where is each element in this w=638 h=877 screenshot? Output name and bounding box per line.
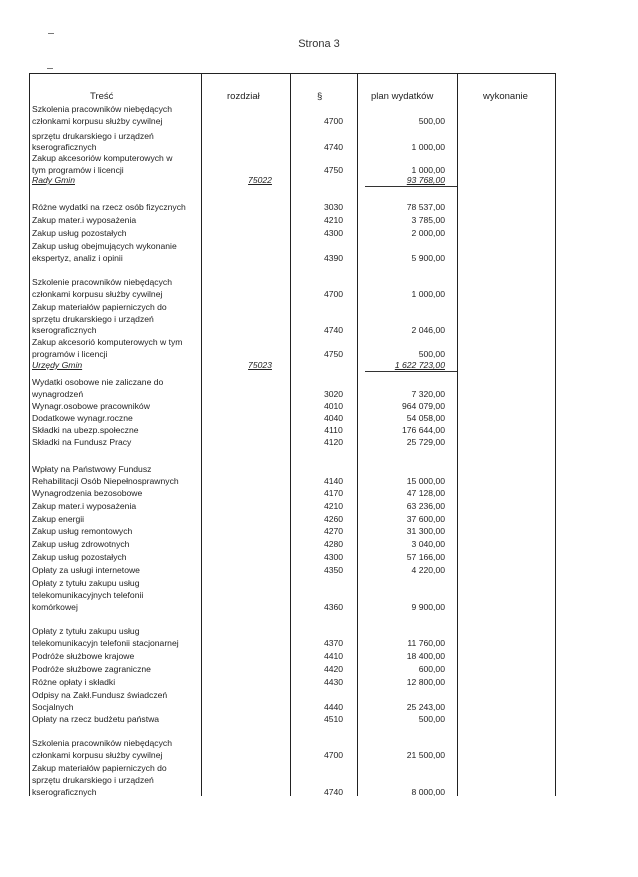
row-description: kserograficznych [32,142,97,152]
row-paragraf: 4440 [323,702,344,712]
scan-speck [48,33,54,34]
row-description: Zakup usług zdrowotnych [32,539,130,549]
row-plan-value: 2 046,00 [411,325,445,335]
row-plan-value: 25 729,00 [406,437,445,447]
row-plan-value: 3 040,00 [411,539,445,549]
row-paragraf: 4140 [323,476,344,486]
row-plan-value: 8 000,00 [411,787,445,797]
row-description: sprzętu drukarskiego i urządzeń [32,131,154,141]
column-divider [290,74,291,796]
row-paragraf: 4350 [323,565,344,575]
row-paragraf: 4740 [323,325,344,335]
row-description: sprzętu drukarskiego i urządzeń [32,775,154,785]
row-description: Zakup mater.i wyposażenia [32,501,137,511]
row-plan-value: 15 000,00 [406,476,445,486]
row-description: Socjalnych [32,702,74,712]
row-description: członkami korpusu służby cywilnej [32,289,163,299]
column-divider [457,74,458,796]
page-number: Strona 3 [298,38,340,50]
row-plan-value: 9 900,00 [411,602,445,612]
row-description: kserograficznych [32,787,97,797]
row-paragraf: 4390 [323,253,344,263]
row-paragraf: 4280 [323,539,344,549]
row-description: Składki na ubezp.społeczne [32,425,139,435]
row-description: Opłaty z tytułu zakupu usług [32,578,140,588]
row-paragraf: 4700 [323,116,344,126]
row-paragraf: 4120 [323,437,344,447]
row-plan-value: 4 220,00 [411,565,445,575]
row-plan-value: 1 000,00 [411,289,445,299]
section-underline [365,371,457,372]
row-paragraf: 4360 [323,602,344,612]
row-description: Opłaty za usługi internetowe [32,565,140,575]
row-rozdzial: 75023 [248,360,272,370]
row-plan-value: 93 768,00 [406,175,445,185]
row-plan-value: 21 500,00 [406,750,445,760]
row-plan-value: 3 785,00 [411,215,445,225]
row-plan-value: 176 644,00 [401,425,445,435]
row-description: Szkolenia pracowników niebędących [32,738,172,748]
row-paragraf: 4740 [323,142,344,152]
row-plan-value: 12 800,00 [406,677,445,687]
row-paragraf: 4700 [323,750,344,760]
row-plan-value: 5 900,00 [411,253,445,263]
row-description: Różne opłaty i składki [32,677,116,687]
row-plan-value: 11 760,00 [407,638,445,648]
row-description: Zakup usług obejmujących wykonanie [32,241,177,251]
row-plan-value: 7 320,00 [411,389,445,399]
row-description: wynagrodzeń [32,389,84,399]
row-plan-value: 1 000,00 [411,165,445,175]
row-plan-value: 54 058,00 [406,413,445,423]
row-description: sprzętu drukarskiego i urządzeń [32,314,154,324]
row-description: Składki na Fundusz Pracy [32,437,132,447]
row-plan-value: 57 166,00 [406,552,445,562]
row-plan-value: 63 236,00 [406,501,445,511]
row-paragraf: 4740 [323,787,344,797]
row-description: Wynagrodzenia bezosobowe [32,488,143,498]
row-description: Zakup materiałów papierniczych do [32,302,167,312]
row-paragraf: 4270 [323,526,344,536]
header-tresc: Treść [90,91,114,102]
row-paragraf: 4300 [323,228,344,238]
row-description: Szkolenie pracowników niebędących [32,277,172,287]
row-plan-value: 78 537,00 [406,202,445,212]
row-paragraf: 4700 [323,289,344,299]
row-description: Rehabilitacji Osób Niepełnosprawnych [32,476,179,486]
row-paragraf: 4210 [323,215,344,225]
row-paragraf: 4510 [323,714,344,724]
row-plan-value: 47 128,00 [406,488,445,498]
row-paragraf: 4370 [323,638,344,648]
column-divider [201,74,202,796]
row-plan-value: 2 000,00 [411,228,445,238]
row-plan-value: 31 300,00 [406,526,445,536]
row-description: Wynagr.osobowe pracowników [32,401,150,411]
row-paragraf: 4170 [323,488,344,498]
row-description: Wydatki osobowe nie zaliczane do [32,377,164,387]
row-plan-value: 18 400,00 [406,651,445,661]
row-description: kserograficznych [32,325,97,335]
row-paragraf: 3030 [323,202,344,212]
header-wykonanie: wykonanie [483,91,528,102]
row-plan-value: 1 000,00 [411,142,445,152]
header-paragraf: § [317,91,323,102]
row-paragraf: 4040 [323,413,344,423]
row-description: Szkolenia pracowników niebędących [32,104,172,114]
row-plan-value: 37 600,00 [406,514,445,524]
row-description: Odpisy na Zakł.Fundusz świadczeń [32,690,168,700]
row-description: Zakup usług remontowych [32,526,133,536]
row-description: Wpłaty na Państwowy Fundusz [32,464,152,474]
row-paragraf: 4750 [323,165,344,175]
row-paragraf: 4010 [323,401,344,411]
row-plan-value: 500,00 [418,349,445,359]
header-rozdzial: rozdział [227,91,260,102]
row-paragraf: 4210 [323,501,344,511]
row-description: telekomunikacyjnych telefonii [32,590,144,600]
row-description: Urzędy Gmin [32,360,83,370]
row-description: Podróże służbowe zagraniczne [32,664,151,674]
row-paragraf: 4300 [323,552,344,562]
row-description: programów i licencji [32,349,108,359]
row-description: Zakup energii [32,514,85,524]
row-paragraf: 4420 [323,664,344,674]
row-plan-value: 500,00 [418,116,445,126]
row-description: tym programów i licencji [32,165,124,175]
budget-table [29,73,556,796]
row-description: Zakup usług pozostałych [32,228,127,238]
row-description: Zakup mater.i wyposażenia [32,215,137,225]
row-rozdzial: 75022 [248,175,272,185]
scan-speck [47,68,53,69]
row-description: Opłaty z tytułu zakupu usług [32,626,140,636]
row-description: ekspertyz, analiz i opinii [32,253,123,263]
header-plan: plan wydatków [371,91,434,102]
row-description: Rady Gmin [32,175,75,185]
row-paragraf: 3020 [323,389,344,399]
row-description: Opłaty na rzecz budżetu państwa [32,714,160,724]
row-description: członkami korpusu służby cywilnej [32,116,163,126]
row-description: członkami korpusu służby cywilnej [32,750,163,760]
row-description: komórkowej [32,602,78,612]
row-plan-value: 964 079,00 [401,401,445,411]
row-paragraf: 4260 [323,514,344,524]
row-description: Dodatkowe wynagr.roczne [32,413,133,423]
row-paragraf: 4750 [323,349,344,359]
row-description: Zakup akcesoriów komputerowych w [32,153,173,163]
row-paragraf: 4110 [324,425,343,435]
row-plan-value: 600,00 [418,664,445,674]
row-plan-value: 1 622 723,00 [394,360,445,370]
row-paragraf: 4430 [323,677,344,687]
section-underline [365,186,457,187]
row-plan-value: 25 243,00 [406,702,445,712]
row-description: Podróże służbowe krajowe [32,651,135,661]
row-plan-value: 500,00 [418,714,445,724]
row-description: Zakup materiałów papierniczych do [32,763,167,773]
row-description: telekomunikacyjn telefonii stacjonarnej [32,638,179,648]
row-description: Zakup akcesorió komputerowych w tym [32,337,183,347]
row-paragraf: 4410 [323,651,344,661]
row-description: Zakup usług pozostałych [32,552,127,562]
row-description: Różne wydatki na rzecz osób fizycznych [32,202,186,212]
